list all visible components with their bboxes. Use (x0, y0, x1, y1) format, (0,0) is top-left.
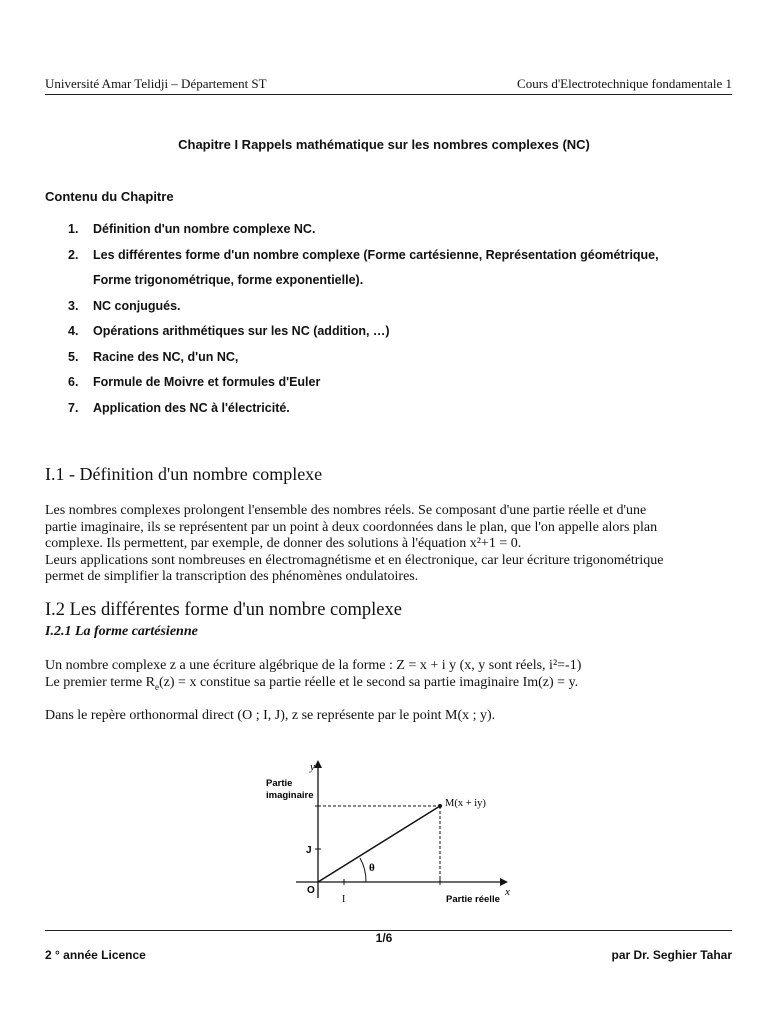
toc-item: 3. NC conjugués. (68, 298, 181, 313)
section2-paragraph: Un nombre complexe z a une écriture algébrique de la forme : Z = x + i y (x, y sont réels, i²=-1) Le premier terme $R_e(z) = x$ constitue sa partie réelle et le second sa partie imaginaire Im(z) = y. (45, 658, 582, 692)
toc-item: 5. Racine des NC, d'un NC, (68, 349, 239, 364)
imag-label-2: imaginaire (266, 790, 314, 801)
chapter-title: Chapitre I Rappels mathématique sur les nombres complexes (NC) (178, 137, 590, 152)
imag-label-1: Partie (266, 778, 293, 789)
real-axis-label: Partie réelle (446, 894, 500, 905)
angle-label: θ (369, 862, 375, 874)
page-header (45, 76, 732, 95)
toc-item: 2. Les différentes forme d'un nombre complexe (Forme cartésienne, Représentation géométrique, (68, 247, 659, 262)
toc-item: 1. Définition d'un nombre complexe NC. (68, 222, 316, 236)
footer-right: par Dr. Seghier Tahar (611, 948, 732, 962)
page-number: 1/6 (375, 931, 393, 945)
x-axis-label: x (505, 886, 510, 898)
origin-label: O (307, 885, 315, 896)
unit-y-label: J (306, 845, 312, 856)
toc-item: 6. Formule de Moivre et formules d'Euler (68, 375, 321, 389)
section2-title: I.2 Les différentes forme d'un nombre complexe (45, 600, 402, 620)
toc-item: 7. Application des NC à l'électricité. (68, 400, 290, 415)
toc-item: 4. Opérations arithmétiques sur les NC (addition, …) (68, 324, 390, 338)
table-of-contents (68, 222, 659, 426)
complex-plane-figure (262, 756, 512, 908)
section1-title: I.1 - Définition d'un nombre complexe (45, 464, 323, 484)
section1-paragraph: Les nombres complexes prolongent l'ensemble des nombres réels. Se composant d'une partie réelle et d'une partie imaginaire, ils se représentent par un point à deux coordonnées dans le plan, que l'on appelle alors plan complexe. Ils permettent, par exemple, de donner des solutions à l'équation x²+1 = 0. Leurs applications sont nombreuses en électromagnétisme et en électronique, car leur écriture trigonométrique permet de simplifier la transcription des phénomènes ondulatoires. (45, 503, 664, 584)
toc-item-continued: Forme trigonométrique, forme exponentielle). (93, 273, 364, 287)
y-axis-label: y (310, 761, 315, 773)
footer-left: 2 ° année Licence (45, 948, 146, 962)
header-right: Cours d'Electrotechnique fondamentale 1 (517, 76, 732, 91)
contents-heading: Contenu du Chapitre (45, 189, 174, 204)
section2-subtitle: I.2.1 La forme cartésienne (45, 624, 198, 639)
point-m-label: M(x + iy) (445, 798, 486, 809)
section2-paragraph-2: Dans le repère orthonormal direct (O ; I, J), z se représente par le point M(x ; y). (45, 708, 496, 723)
unit-x-label: I (342, 894, 346, 905)
header-left: Université Amar Telidji – Département ST (45, 76, 267, 91)
